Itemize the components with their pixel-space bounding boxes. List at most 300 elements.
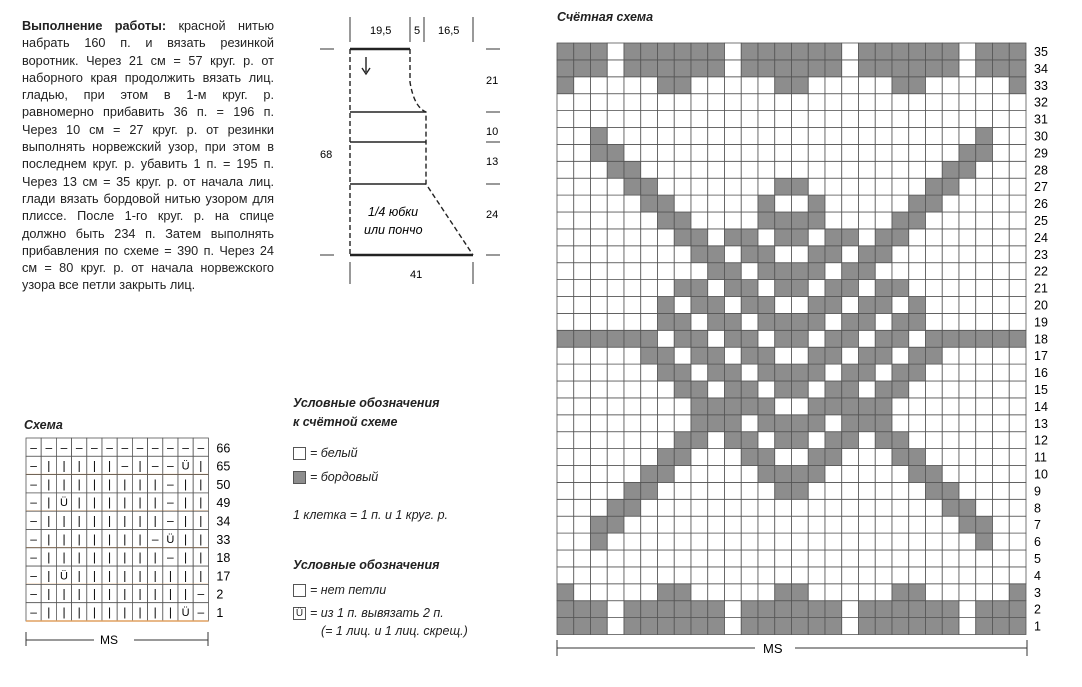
- chart-cell: [1009, 533, 1026, 550]
- chart-cell: [624, 584, 641, 601]
- chart-cell: [607, 499, 624, 516]
- chart-cell: [892, 263, 909, 280]
- chart-cell: [859, 584, 876, 601]
- chart-cell: [825, 246, 842, 263]
- chart-cell: [708, 550, 725, 567]
- chart-cell: [792, 77, 809, 94]
- left-height: 68: [320, 149, 333, 161]
- chart-cell: [942, 398, 959, 415]
- chart-cell: [993, 263, 1010, 280]
- chart-cell: [691, 246, 708, 263]
- chart-row-label: 16: [1034, 366, 1048, 381]
- chart-cell: [959, 466, 976, 483]
- chart-cell: [624, 550, 641, 567]
- shape-label-2: или пончо: [364, 223, 423, 237]
- chart-cell: [976, 415, 993, 432]
- chart-cell: [691, 584, 708, 601]
- chart-cell: [892, 144, 909, 161]
- chart-cell: [641, 398, 658, 415]
- chart-cell: [607, 398, 624, 415]
- chart-cell: [825, 330, 842, 347]
- chart-cell: [607, 263, 624, 280]
- purl-symbol-icon: –: [182, 440, 189, 455]
- chart-row-label: 35: [1034, 45, 1048, 59]
- chart-cell: [909, 618, 926, 635]
- chart-cell: [892, 516, 909, 533]
- counting-chart: [555, 40, 1065, 660]
- purl-symbol-icon: –: [106, 440, 113, 455]
- chart-cell: [674, 297, 691, 314]
- chart-cell: [758, 111, 775, 128]
- chart-cell: [859, 567, 876, 584]
- chart-cell: [674, 60, 691, 77]
- chart-cell: [725, 246, 742, 263]
- chart-row-label: 26: [1034, 197, 1048, 212]
- chart-cell: [959, 212, 976, 229]
- chart-cell: [725, 466, 742, 483]
- chart-cell: [942, 60, 959, 77]
- chart-cell: [574, 550, 591, 567]
- chart-cell: [607, 347, 624, 364]
- chart-cell: [775, 195, 792, 212]
- chart-cell: [641, 246, 658, 263]
- chart-cell: [959, 297, 976, 314]
- knit-symbol-icon: |: [168, 586, 172, 601]
- chart-cell: [607, 516, 624, 533]
- chart-cell: [725, 263, 742, 280]
- purl-symbol-icon: –: [197, 586, 205, 601]
- chart-cell: [591, 178, 608, 195]
- chart-cell: [909, 466, 926, 483]
- chart-cell: [641, 516, 658, 533]
- chart-cell: [557, 432, 574, 449]
- chart-cell: [959, 128, 976, 145]
- chart-cell: [976, 381, 993, 398]
- chart-row-label: 18: [1034, 332, 1048, 347]
- chart-cell: [741, 43, 758, 60]
- chart-cell: [993, 330, 1010, 347]
- chart-cell: [892, 364, 909, 381]
- chart-cell: [993, 178, 1010, 195]
- chart-cell: [658, 280, 675, 297]
- knit-symbol-icon: |: [92, 568, 96, 583]
- chart-cell: [674, 533, 691, 550]
- knit-symbol-icon: |: [108, 605, 112, 619]
- legend2-increase-2: (= 1 лиц. и 1 лиц. скрещ.): [321, 624, 468, 638]
- chart-cell: [909, 178, 926, 195]
- chart-cell: [976, 533, 993, 550]
- purl-symbol-icon: –: [167, 458, 174, 473]
- knit-symbol-icon: |: [92, 458, 96, 473]
- chart-cell: [591, 567, 608, 584]
- chart-cell: [825, 364, 842, 381]
- chart-cell: [825, 280, 842, 297]
- chart-cell: [775, 499, 792, 516]
- chart-cell: [825, 550, 842, 567]
- chart-cell: [557, 330, 574, 347]
- chart-cell: [909, 330, 926, 347]
- chart-cell: [574, 60, 591, 77]
- chart-cell: [909, 364, 926, 381]
- chart-cell: [792, 432, 809, 449]
- chart-cell: [641, 212, 658, 229]
- chart-cell: [674, 567, 691, 584]
- bottom-width: 41: [410, 269, 423, 281]
- chart-cell: [691, 398, 708, 415]
- purl-symbol-icon: –: [60, 440, 68, 455]
- chart-cell: [775, 516, 792, 533]
- chart-cell: [875, 466, 892, 483]
- chart-cell: [574, 533, 591, 550]
- chart-cell: [808, 550, 825, 567]
- chart-row-label: 13: [1034, 416, 1048, 431]
- chart-cell: [942, 601, 959, 618]
- chart-cell: [691, 128, 708, 145]
- chart-cell: [641, 280, 658, 297]
- knit-symbol-icon: |: [92, 586, 96, 601]
- chart-cell: [926, 499, 943, 516]
- chart-cell: [725, 212, 742, 229]
- chart-cell: [674, 618, 691, 635]
- chart-cell: [825, 111, 842, 128]
- chart-cell: [624, 482, 641, 499]
- chart-cell: [1009, 432, 1026, 449]
- chart-cell: [842, 161, 859, 178]
- chart-cell: [993, 432, 1010, 449]
- chart-cell: [775, 330, 792, 347]
- chart-cell: [825, 618, 842, 635]
- chart-cell: [557, 601, 574, 618]
- knit-symbol-icon: |: [199, 513, 203, 528]
- chart-cell: [758, 398, 775, 415]
- chart-cell: [658, 263, 675, 280]
- chart-cell: [775, 364, 792, 381]
- chart-cell: [842, 347, 859, 364]
- chart-cell: [993, 229, 1010, 246]
- chart-cell: [859, 280, 876, 297]
- chart-cell: [741, 584, 758, 601]
- chart-cell: [691, 567, 708, 584]
- chart-row-label: 12: [1034, 433, 1048, 448]
- chart-cell: [825, 533, 842, 550]
- chart-cell: [808, 601, 825, 618]
- chart-cell: [875, 195, 892, 212]
- knit-symbol-icon: |: [47, 495, 51, 510]
- chart-row-label: 22: [1034, 264, 1048, 279]
- chart-cell: [725, 516, 742, 533]
- chart-cell: [959, 313, 976, 330]
- chart-cell: [875, 313, 892, 330]
- knit-symbol-icon: |: [108, 476, 112, 491]
- chart-cell: [691, 550, 708, 567]
- chart-row-label: 5: [1034, 552, 1041, 566]
- chart-cell: [859, 144, 876, 161]
- chart-cell: [959, 398, 976, 415]
- chart-cell: [842, 297, 859, 314]
- chart-cell: [574, 128, 591, 145]
- knit-symbol-icon: |: [47, 513, 51, 528]
- chart-cell: [641, 499, 658, 516]
- chart-cell: [741, 398, 758, 415]
- chart-cell: [708, 229, 725, 246]
- chart-cell: [758, 77, 775, 94]
- chart-cell: [859, 263, 876, 280]
- chart-cell: [641, 263, 658, 280]
- chart-cell: [725, 482, 742, 499]
- chart-cell: [842, 601, 859, 618]
- chart-cell: [674, 584, 691, 601]
- chart-cell: [892, 229, 909, 246]
- chart-cell: [792, 280, 809, 297]
- chart-cell: [875, 449, 892, 466]
- top-width-3: 16,5: [438, 25, 460, 37]
- chart-cell: [942, 313, 959, 330]
- knit-symbol-icon: |: [138, 568, 142, 583]
- chart-row-label: 3: [1034, 585, 1041, 600]
- chart-row-label: 28: [1034, 163, 1048, 178]
- chart-cell: [926, 212, 943, 229]
- chart-cell: [725, 128, 742, 145]
- chart-cell: [792, 195, 809, 212]
- chart-cell: [993, 533, 1010, 550]
- chart-cell: [1009, 128, 1026, 145]
- chart-cell: [892, 449, 909, 466]
- chart-cell: [557, 246, 574, 263]
- chart-cell: [859, 297, 876, 314]
- purl-symbol-icon: –: [30, 586, 37, 601]
- chart-cell: [775, 60, 792, 77]
- knit-symbol-icon: |: [77, 550, 81, 565]
- chart-cell: [624, 195, 641, 212]
- chart-cell: [892, 432, 909, 449]
- chart-cell: [892, 246, 909, 263]
- chart-cell: [624, 297, 641, 314]
- chart-cell: [892, 128, 909, 145]
- chart-cell: [574, 263, 591, 280]
- chart-cell: [859, 111, 876, 128]
- chart-title: Счётная схема: [557, 10, 654, 24]
- chart-cell: [976, 567, 993, 584]
- chart-cell: [825, 128, 842, 145]
- chart-cell: [674, 415, 691, 432]
- chart-cell: [892, 280, 909, 297]
- increase-symbol-icon: Ü: [181, 607, 190, 619]
- chart-cell: [741, 482, 758, 499]
- chart-cell: [725, 280, 742, 297]
- chart-cell: [926, 533, 943, 550]
- purl-symbol-icon: –: [45, 440, 53, 455]
- chart-cell: [976, 297, 993, 314]
- chart-cell: [1009, 246, 1026, 263]
- chart-cell: [976, 280, 993, 297]
- chart-cell: [942, 195, 959, 212]
- chart-cell: [691, 381, 708, 398]
- chart-cell: [557, 128, 574, 145]
- purl-symbol-icon: –: [30, 440, 37, 455]
- chart-cell: [959, 330, 976, 347]
- chart-cell: [926, 330, 943, 347]
- chart-cell: [674, 432, 691, 449]
- chart-cell: [741, 601, 758, 618]
- purl-symbol-icon: –: [167, 440, 174, 455]
- chart-cell: [808, 297, 825, 314]
- chart-cell: [926, 482, 943, 499]
- chart-cell: [909, 449, 926, 466]
- knit-symbol-icon: |: [47, 550, 51, 565]
- chart-cell: [942, 415, 959, 432]
- chart-cell: [658, 618, 675, 635]
- chart-cell: [725, 618, 742, 635]
- chart-cell: [758, 297, 775, 314]
- knit-symbol-icon: |: [108, 586, 112, 601]
- chart-cell: [591, 128, 608, 145]
- chart-cell: [808, 533, 825, 550]
- chart-cell: [658, 330, 675, 347]
- chart-cell: [591, 313, 608, 330]
- chart-cell: [674, 601, 691, 618]
- chart-cell: [775, 381, 792, 398]
- chart-cell: [942, 584, 959, 601]
- chart-cell: [591, 381, 608, 398]
- chart-cell: [591, 516, 608, 533]
- knit-symbol-icon: |: [138, 513, 142, 528]
- chart-cell: [859, 601, 876, 618]
- chart-cell: [641, 178, 658, 195]
- chart-cell: [808, 330, 825, 347]
- chart-cell: [842, 94, 859, 111]
- chart-cell: [758, 618, 775, 635]
- chart-cell: [674, 246, 691, 263]
- chart-cell: [909, 280, 926, 297]
- chart-cell: [942, 330, 959, 347]
- chart-cell: [976, 246, 993, 263]
- chart-cell: [909, 381, 926, 398]
- chart-cell: [976, 178, 993, 195]
- chart-cell: [859, 330, 876, 347]
- chart-cell: [1009, 94, 1026, 111]
- chart-cell: [591, 330, 608, 347]
- chart-cell: [825, 313, 842, 330]
- knit-symbol-icon: |: [77, 458, 81, 473]
- chart-cell: [842, 280, 859, 297]
- chart-cell: [875, 415, 892, 432]
- chart-row-label: 11: [1034, 450, 1047, 465]
- legend1-title-line2: к счётной схеме: [293, 415, 398, 429]
- chart-cell: [775, 178, 792, 195]
- chart-cell: [993, 364, 1010, 381]
- chart-cell: [926, 94, 943, 111]
- chart-cell: [993, 60, 1010, 77]
- chart-cell: [758, 212, 775, 229]
- shape-label-1: 1/4 юбки: [368, 205, 419, 219]
- chart-cell: [825, 601, 842, 618]
- chart-cell: [641, 533, 658, 550]
- chart-cell: [741, 330, 758, 347]
- chart-cell: [574, 347, 591, 364]
- purl-symbol-icon: –: [197, 605, 205, 619]
- chart-cell: [607, 415, 624, 432]
- chart-cell: [959, 516, 976, 533]
- chart-cell: [993, 449, 1010, 466]
- chart-row-labels: [1034, 45, 1048, 634]
- chart-cell: [926, 550, 943, 567]
- chart-cell: [859, 246, 876, 263]
- chart-cell: [909, 94, 926, 111]
- knit-symbol-icon: |: [47, 568, 51, 583]
- chart-cell: [725, 195, 742, 212]
- chart-cell: [725, 313, 742, 330]
- chart-cell: [641, 584, 658, 601]
- chart-cell: [959, 111, 976, 128]
- chart-cell: [708, 144, 725, 161]
- chart-cell: [741, 161, 758, 178]
- chart-cell: [993, 144, 1010, 161]
- chart-cell: [959, 60, 976, 77]
- legend1-note: 1 клетка = 1 п. и 1 круг. р.: [293, 508, 449, 522]
- chart-cell: [741, 567, 758, 584]
- chart-cell: [591, 111, 608, 128]
- chart-cell: [993, 381, 1010, 398]
- chart-cell: [875, 246, 892, 263]
- chart-cell: [691, 330, 708, 347]
- chart-cell: [674, 263, 691, 280]
- chart-cell: [976, 77, 993, 94]
- chart-cell: [574, 43, 591, 60]
- chart-cell: [892, 466, 909, 483]
- chart-cell: [859, 398, 876, 415]
- chart-cell: [591, 297, 608, 314]
- chart-cell: [942, 466, 959, 483]
- chart-cell: [758, 195, 775, 212]
- chart-cell: [607, 43, 624, 60]
- chart-cell: [775, 43, 792, 60]
- chart-cell: [959, 432, 976, 449]
- chart-cell: [658, 567, 675, 584]
- chart-cell: [842, 178, 859, 195]
- chart-cell: [691, 144, 708, 161]
- chart-cell: [708, 111, 725, 128]
- chart-cell: [591, 466, 608, 483]
- chart-cell: [875, 128, 892, 145]
- chart-cell: [557, 229, 574, 246]
- chart-cell: [708, 246, 725, 263]
- chart-cell: [792, 246, 809, 263]
- chart-cell: [1009, 601, 1026, 618]
- chart-cell: [842, 144, 859, 161]
- chart-cell: [674, 347, 691, 364]
- chart-cell: [758, 466, 775, 483]
- chart-cell: [859, 178, 876, 195]
- chart-cell: [792, 499, 809, 516]
- legend2-title: Условные обозначения: [293, 558, 440, 572]
- chart-cell: [1009, 212, 1026, 229]
- chart-cell: [959, 618, 976, 635]
- chart-cell: [875, 60, 892, 77]
- chart-cell: [708, 533, 725, 550]
- chart-cell: [942, 178, 959, 195]
- chart-cell: [557, 533, 574, 550]
- chart-cell: [825, 381, 842, 398]
- chart-cell: [741, 128, 758, 145]
- chart-cell: [574, 77, 591, 94]
- chart-row-label: 24: [1034, 230, 1048, 245]
- chart-cell: [607, 229, 624, 246]
- chart-cell: [1009, 178, 1026, 195]
- chart-cell: [875, 297, 892, 314]
- chart-cell: [674, 280, 691, 297]
- chart-cell: [607, 313, 624, 330]
- chart-cell: [976, 347, 993, 364]
